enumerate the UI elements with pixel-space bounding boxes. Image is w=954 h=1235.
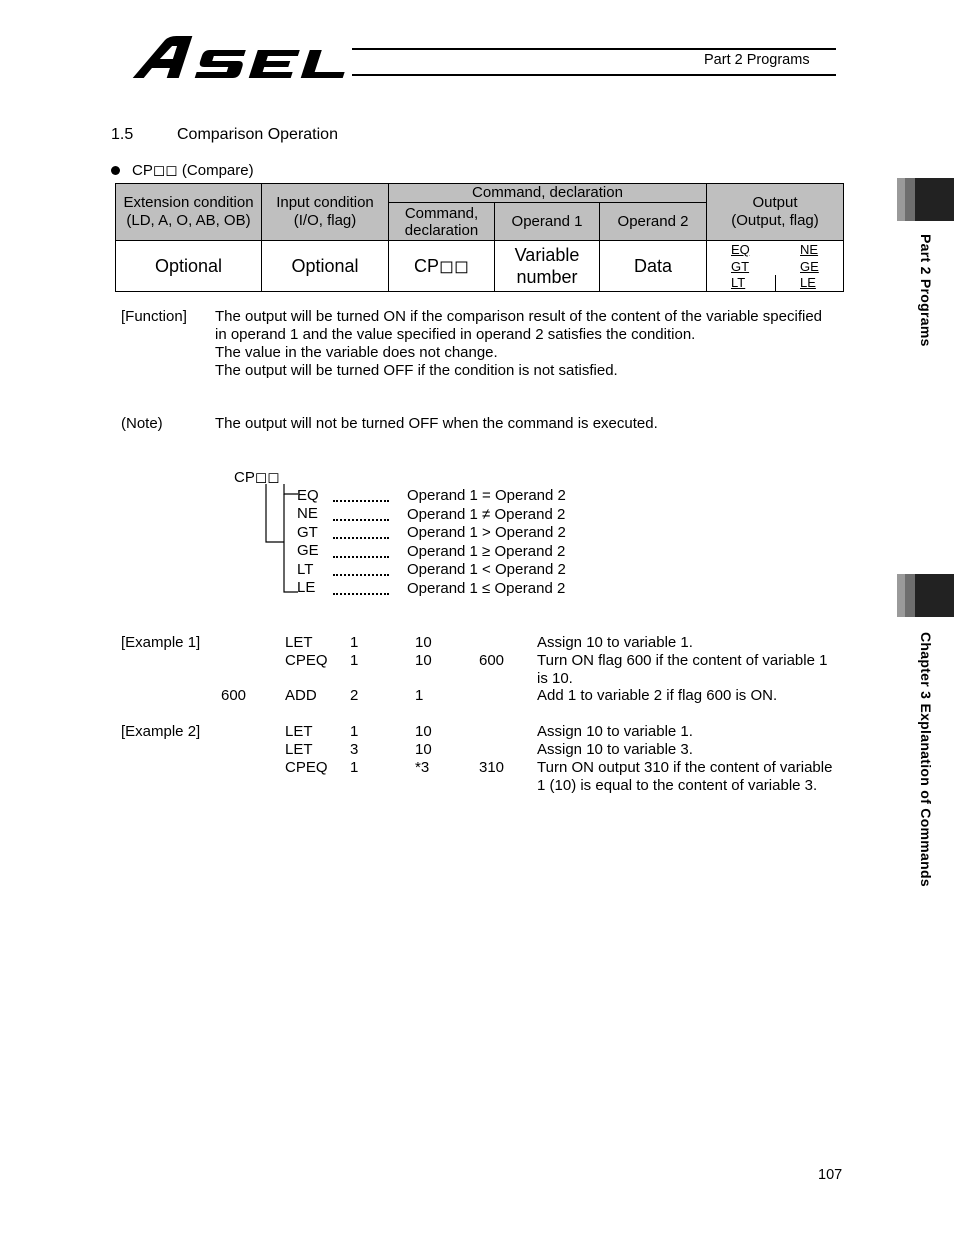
output-code-eq: EQ	[731, 242, 750, 257]
ex1-r2-op1: 1	[350, 652, 359, 669]
diagram-brackets	[256, 484, 298, 596]
diagram-desc-lt: Operand 1 < Operand 2	[407, 561, 566, 578]
section-title: Comparison Operation	[177, 126, 338, 143]
page-number: 107	[818, 1167, 843, 1183]
ex2-r1-op2: 10	[415, 723, 432, 740]
ex1-r1-cmd: LET	[285, 634, 313, 651]
ex2-r3-comment-2: 1 (10) is equal to the content of variable 3.	[537, 777, 818, 794]
ex1-r3-op1: 2	[350, 687, 359, 704]
ex1-r3-op2: 1	[415, 687, 424, 704]
cell-operand2: Data	[600, 241, 707, 292]
chapter-tab-marker	[897, 574, 954, 617]
part-tab-marker	[897, 178, 954, 221]
note-text: The output will not be turned OFF when the command is executed.	[215, 415, 658, 432]
note-label: (Note)	[121, 415, 163, 432]
ex2-r2-op2: 10	[415, 741, 432, 758]
ex2-r3-cmd: CPEQ	[285, 759, 328, 776]
ex2-r1-cmd: LET	[285, 723, 313, 740]
asel-logo	[127, 34, 349, 80]
diagram-desc-ge: Operand 1 ≥ Operand 2	[407, 543, 566, 560]
ex1-r2-out: 600	[479, 652, 505, 669]
example2-label: [Example 2]	[121, 723, 201, 740]
header-output: Output (Output, flag)	[707, 184, 844, 241]
output-code-gt: GT	[731, 259, 750, 274]
example1-label: [Example 1]	[121, 634, 201, 651]
diagram-code-eq: EQ	[297, 487, 319, 504]
diagram-desc-gt: Operand 1 > Operand 2	[407, 524, 566, 541]
function-line-3: The value in the variable does not change.	[215, 344, 498, 361]
header-operand2: Operand 2	[600, 203, 707, 241]
header-rule-bottom	[352, 74, 836, 76]
ex2-r1-op1: 1	[350, 723, 359, 740]
function-label: [Function]	[121, 308, 187, 325]
diagram-code-le: LE	[297, 579, 316, 596]
header-rule-top	[352, 48, 836, 50]
header-command-group: Command, declaration	[389, 184, 707, 203]
ex1-r3-cond: 600	[221, 687, 247, 704]
cell-operand1: Variable number	[495, 241, 600, 292]
ex1-r2-op2: 10	[415, 652, 432, 669]
diagram-desc-eq: Operand 1 = Operand 2	[407, 487, 566, 504]
diagram-code-ne: NE	[297, 505, 318, 522]
header-operand1: Operand 1	[495, 203, 600, 241]
diagram-code-lt: LT	[297, 561, 314, 578]
ex1-r3-cmd: ADD	[285, 687, 317, 704]
cell-command: CP◻◻	[389, 241, 495, 292]
cell-extension: Optional	[116, 241, 262, 292]
side-chapter-label: Chapter 3 Explanation of Commands	[918, 632, 934, 887]
ex2-r3-op2: *3	[415, 759, 430, 776]
function-line-2: in operand 1 and the value specified in operand 2 satisfies the condition.	[215, 326, 696, 343]
command-table	[115, 183, 844, 292]
diagram-desc-le: Operand 1 ≤ Operand 2	[407, 580, 566, 597]
diagram-code-ge: GE	[297, 542, 319, 559]
ex2-r3-op1: 1	[350, 759, 359, 776]
bullet-label: CP◻◻ (Compare)	[132, 162, 254, 179]
header-command: Command, declaration	[389, 203, 495, 241]
header-extension: Extension condition (LD, A, O, AB, OB)	[116, 184, 262, 241]
ex2-r2-cmd: LET	[285, 741, 313, 758]
ex2-r3-comment-1: Turn ON output 310 if the content of variable	[537, 759, 833, 776]
cell-input: Optional	[262, 241, 389, 292]
diagram-code-gt: GT	[297, 524, 318, 541]
function-line-1: The output will be turned ON if the comparison result of the content of the variable specified	[215, 308, 823, 325]
ex2-r2-comment: Assign 10 to variable 3.	[537, 741, 693, 758]
section-number: 1.5	[111, 126, 134, 143]
ex1-r2-comment-2: is 10.	[537, 670, 573, 687]
header-section-label: Part 2 Programs	[704, 52, 810, 68]
ex2-r3-out: 310	[479, 759, 505, 776]
diagram-desc-ne: Operand 1 ≠ Operand 2	[407, 506, 566, 523]
ex1-r1-op2: 10	[415, 634, 432, 651]
diagram-root: CP◻◻	[234, 469, 280, 486]
bullet-dot	[111, 166, 120, 175]
ex1-r1-op1: 1	[350, 634, 359, 651]
cell-output	[707, 241, 844, 292]
ex1-r2-comment-1: Turn ON flag 600 if the content of variable 1	[537, 652, 828, 669]
output-code-ge: GE	[800, 259, 819, 274]
side-part-label: Part 2 Programs	[918, 234, 934, 347]
output-code-ne: NE	[800, 242, 819, 257]
ex1-r1-comment: Assign 10 to variable 1.	[537, 634, 693, 651]
ex2-r1-comment: Assign 10 to variable 1.	[537, 723, 693, 740]
header-input: Input condition (I/O, flag)	[262, 184, 389, 241]
output-code-le: LE	[800, 275, 816, 290]
output-code-lt: LT	[731, 275, 746, 290]
function-line-4: The output will be turned OFF if the condition is not satisfied.	[215, 362, 618, 379]
ex1-r2-cmd: CPEQ	[285, 652, 328, 669]
ex1-r3-comment: Add 1 to variable 2 if flag 600 is ON.	[537, 687, 778, 704]
ex2-r2-op1: 3	[350, 741, 359, 758]
